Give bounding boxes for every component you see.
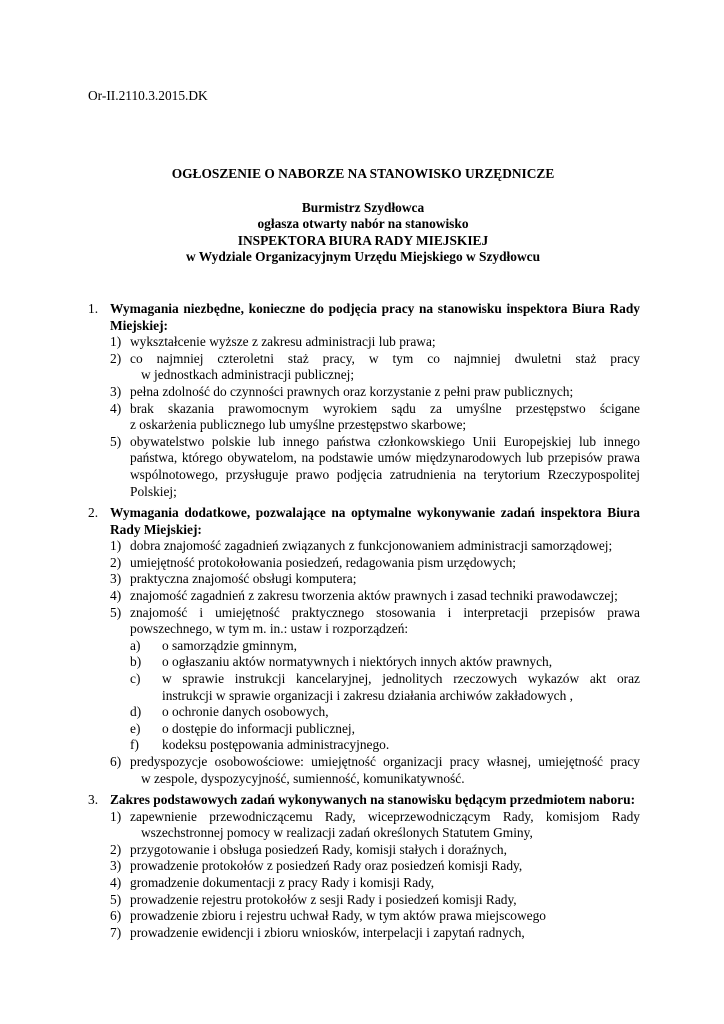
list-item: [88, 605, 640, 638]
subitem-letter: e): [130, 720, 141, 736]
sub-list-item: [88, 721, 640, 738]
item-text: przygotowanie i obsługa posiedzeń Rady, komisji stałych i doraźnych,: [130, 841, 507, 857]
item-text: znajomość zagadnień z zakresu tworzenia aktów prawnych i zasad techniki prawodawczej;: [130, 587, 618, 603]
list-item: [88, 925, 640, 942]
list-item: [88, 754, 640, 787]
item-number: 4): [110, 874, 122, 890]
item-text: znajomość i umiejętność praktycznego stosowania i interpretacji przepisów prawa powszechnego, w tym m. in.: ustaw i rozporządzeń:: [130, 604, 640, 637]
section-additional-requirements: [88, 505, 640, 787]
item-number: 2): [110, 350, 122, 366]
item-text: prowadzenie rejestru protokołów z sesji Rady i posiedzeń komisji Rady,: [130, 891, 517, 907]
list-item: [88, 555, 640, 572]
issuer: Burmistrz Szydłowca: [301, 200, 425, 215]
item-text-continued: w zespole, dyspozycyjność, sumienność, komunikatywność.: [141, 770, 465, 786]
sub-list-item: [88, 654, 640, 671]
announcement-title: OGŁOSZENIE O NABORZE NA STANOWISKO URZĘDNICZE: [171, 166, 555, 181]
item-number: 1): [110, 808, 122, 824]
sub-list-item: [88, 704, 640, 721]
section-duties: [88, 792, 640, 941]
section-heading: Wymagania niezbędne, konieczne do podjęcia pracy na stanowisku inspektora Biura Rady Miejskiej:: [110, 301, 640, 333]
position-name: INSPEKTORA BIURA RADY MIEJSKIEJ: [237, 232, 489, 248]
section-heading: Zakres podstawowych zadań wykonywanych na stanowisku będącym przedmiotem naboru:: [110, 792, 636, 807]
item-number: 4): [110, 587, 122, 603]
list-item: [88, 892, 640, 909]
department-line: w Wydziale Organizacyjnym Urzędu Miejskiego w Szydłowcu: [185, 248, 541, 264]
list-item: [88, 351, 640, 384]
list-item: [88, 384, 640, 401]
list-item: [88, 538, 640, 555]
announces-line: ogłasza otwarty nabór na stanowisko: [257, 216, 469, 232]
item-text-continued: wszechstronnej pomocy w realizacji zadań określonych Statutem Gminy,: [141, 825, 533, 841]
item-text: umiejętność protokołowania posiedzeń, redagowania pism urzędowych;: [130, 554, 516, 570]
item-number: 4): [110, 400, 122, 416]
item-text: prowadzenie ewidencji i zbioru wniosków, interpelacji i zapytań radnych,: [130, 924, 525, 940]
subitem-text: o dostępie do informacji publicznej,: [162, 720, 355, 736]
list-item: [88, 875, 640, 892]
subitem-letter: b): [130, 654, 142, 670]
item-number: 2): [110, 554, 122, 570]
list-item: [88, 858, 640, 875]
subitem-text: o samorządzie gminnym,: [162, 637, 297, 653]
section-requirements: [88, 301, 640, 500]
item-number: 6): [110, 753, 122, 769]
list-item: [88, 334, 640, 351]
list-item: [88, 401, 640, 434]
item-text: pełna zdolność do czynności prawnych oraz korzystanie z pełni praw publicznych;: [130, 383, 574, 399]
item-text: brak skazania prawomocnym wyrokiem sądu za umyślne przestępstwo ścigane: [130, 400, 640, 416]
subitem-letter: a): [130, 637, 141, 653]
list-item: [88, 434, 640, 500]
item-number: 7): [110, 924, 122, 940]
list-item: [88, 588, 640, 605]
sub-list-item: [88, 737, 640, 754]
item-text: prowadzenie zbioru i rejestru uchwał Rady, w tym aktów prawa miejscowego: [130, 908, 546, 924]
item-text: gromadzenie dokumentacji z pracy Rady i komisji Rady,: [130, 874, 435, 890]
item-number: 1): [110, 334, 122, 350]
list-item: [88, 571, 640, 588]
item-number: 3): [110, 858, 122, 874]
section-number: 2.: [88, 505, 99, 520]
item-text: prowadzenie protokołów z posiedzeń Rady oraz posiedzeń komisji Rady,: [130, 858, 523, 874]
item-number: 5): [110, 891, 122, 907]
list-item: [88, 908, 640, 925]
sub-list-item: [88, 638, 640, 655]
subitem-letter: c): [130, 670, 141, 686]
section-number: 3.: [88, 792, 99, 807]
item-text: zapewnienie przewodniczącemu Rady, wiceprzewodniczącym Rady, komisjom Rady: [130, 808, 640, 824]
item-number: 2): [110, 841, 122, 857]
item-text-continued: z oskarżenia publicznego lub umyślne przestępstwo skarbowe;: [130, 417, 467, 433]
item-number: 5): [110, 433, 122, 449]
subitem-text: o ogłaszaniu aktów normatywnych i niektórych innych aktów prawnych,: [162, 654, 553, 670]
item-text: predyspozycje osobowościowe: umiejętność organizacji pracy własnej, umiejętność pracy: [130, 753, 640, 769]
item-number: 1): [110, 538, 122, 554]
subitem-letter: f): [130, 737, 139, 753]
section-heading: Wymagania dodatkowe, pozwalające na optymalne wykonywanie zadań inspektora Biura Rady Miejskiej:: [110, 505, 640, 537]
item-number: 6): [110, 908, 122, 924]
item-text: praktyczna znajomość obsługi komputera;: [130, 571, 357, 587]
announcement-header: [88, 200, 638, 265]
item-text: dobra znajomość zagadnień związanych z funkcjonowaniem administracji samorządowej;: [130, 538, 613, 554]
subitem-letter: d): [130, 704, 142, 720]
item-number: 5): [110, 604, 122, 620]
sub-list-item: [88, 671, 640, 704]
section-number: 1.: [88, 301, 99, 316]
item-text: obywatelstwo polskie lub innego państwa członkowskiego Unii Europejskiej lub innego państwa, którego obywatelom, na podstawie umów międzynarodowych lub przepisów prawa wspólnotowego, przysługuje prawo podjęcia zatrudnienia na terytorium Rzeczypospolitej Polskiej;: [130, 433, 640, 499]
reference-number: Or-II.2110.3.2015.DK: [88, 88, 208, 103]
item-text: co najmniej czteroletni staż pracy, w tym co najmniej dwuletni staż pracy: [130, 350, 640, 366]
list-item: [88, 809, 640, 842]
item-text: wykształcenie wyższe z zakresu administracji lub prawa;: [130, 334, 436, 350]
list-item: [88, 842, 640, 859]
item-text-continued: w jednostkach administracji publicznej;: [141, 367, 355, 383]
subitem-text: o ochronie danych osobowych,: [162, 704, 329, 720]
item-number: 3): [110, 383, 122, 399]
item-number: 3): [110, 571, 122, 587]
subitem-text: kodeksu postępowania administracyjnego.: [162, 737, 390, 753]
subitem-text: w sprawie instrukcji kancelaryjnej, jednolitych rzeczowych wykazów akt oraz: [162, 670, 640, 686]
subitem-text-continued: instrukcji w sprawie organizacji i zakresu działania archiwów zakładowych ,: [162, 687, 573, 703]
